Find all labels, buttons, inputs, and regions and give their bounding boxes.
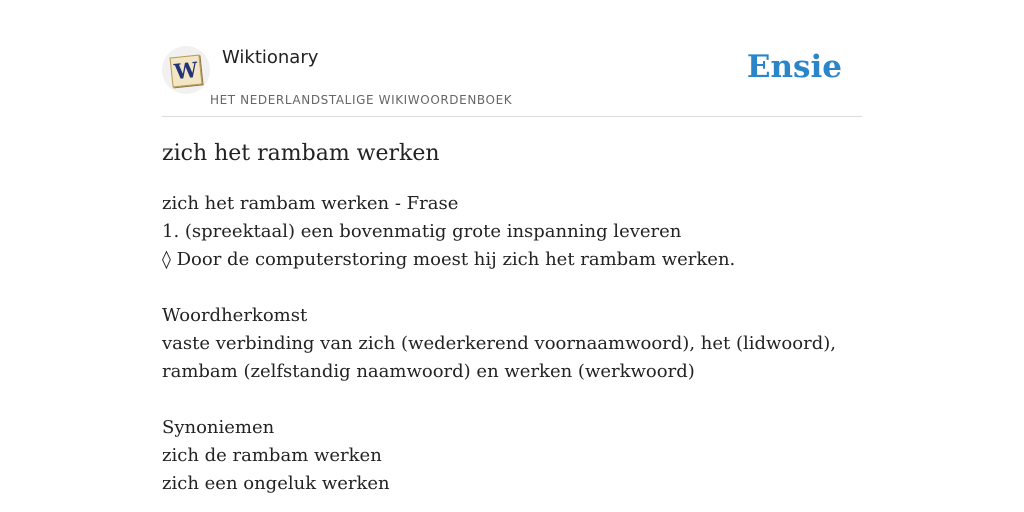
logo-letter: W — [172, 56, 199, 85]
synonyms-heading: Synoniemen — [162, 417, 275, 438]
entry-heading: zich het rambam werken - Frase — [162, 193, 459, 214]
synonym-item: zich een ongeluk werken — [162, 473, 390, 494]
logo-tile — [170, 55, 203, 88]
spacer — [162, 274, 862, 302]
entry-content — [162, 138, 862, 498]
etymology-line: vaste verbinding van zich (wederkerend voornaamwoord), het (lidwoord), — [162, 333, 836, 354]
entry-example: ◊ Door de computerstoring moest hij zich het rambam werken. — [162, 249, 736, 270]
site-title[interactable]: Wiktionary — [222, 47, 319, 68]
ensie-brand-link[interactable]: Ensie — [746, 49, 842, 85]
etymology-line: rambam (zelfstandig naamwoord) en werken (werkwoord) — [162, 361, 695, 382]
spacer — [162, 386, 862, 414]
entry-title: zich het rambam werken — [162, 141, 440, 166]
wiktionary-logo-icon[interactable] — [162, 46, 210, 94]
site-header — [162, 44, 862, 117]
entry-definition: 1. (spreektaal) een bovenmatig grote inspanning leveren — [162, 221, 682, 242]
etymology-heading: Woordherkomst — [162, 305, 308, 326]
site-subtitle: HET NEDERLANDSTALIGE WIKIWOORDENBOEK — [210, 93, 513, 107]
synonym-item: zich de rambam werken — [162, 445, 382, 466]
